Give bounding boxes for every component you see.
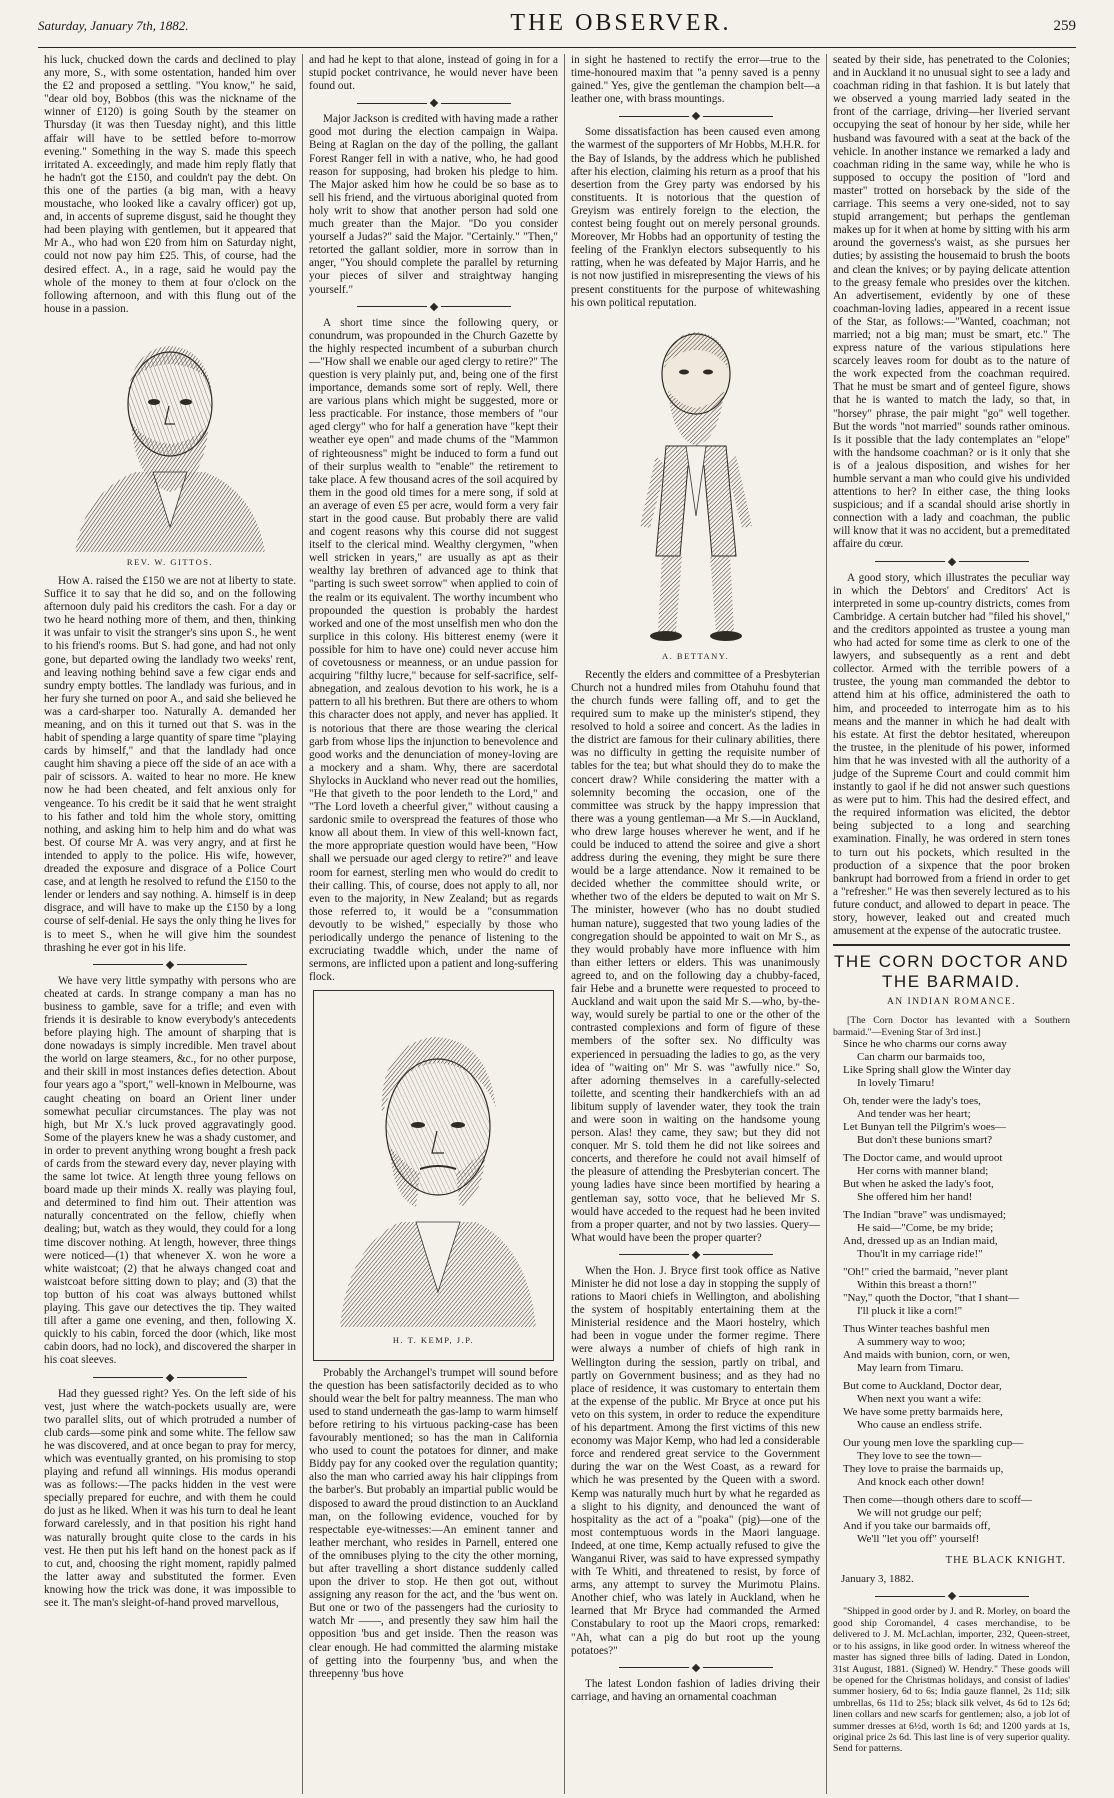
poem-line: Our young men love the sparkling cup— [843, 1437, 1024, 1450]
article-paragraph: A good story, which illustrates the peculiar way in which the Debtors' and Creditors' Act is interpreted in some up-country districts, comes from Cambridge. A certain butcher had "filed his shovel," and the creditors appointed as trustee a young man who had acted for some time as clerk to one of the lawyers, and subsequently as a rent and debt collector. Armed with the terrible powers of a trustee, the young man commanded the debtor to attend him at his office, administered the oath to him, and proceeded to interrogate him as to his means and the manner in which he had dealt with his estate. At first the debtor hesitated, whereupon the trustee, in the plenitude of his power, informed him that he was invested with all the authority of a judge of the Supreme Court and could commit him instantly to gaol if he did not answer such questions as were put to him. This had the desired effect, and the required information was elicited, the debtor being subjected to a long and searching examination. Finally, he was ordered in stern tones to turn out his pockets, which resulted in the production of a sixpence that the poor broken bankrupt had borrowed from a friend in order to get a "refresher." He was then severely lectured as to his future conduct, and allowed to depart in peace. The story, however, leaked out and created much amusement at the expense of the autocratic trustee. [833, 571, 1070, 938]
article-paragraph: Probably the Archangel's trumpet will sound before the question has been satisfactorily decided as to who should wear the belt for paltry meanness. The man who used to stand underneath the gas-lamp to warm himself before retiring to his virtuous packing-case has been favourably mentioned; so has the man in California who used to count the potatoes for dinner, and make Biddy pay for any cooked over the regulation quantity; also the man who carried away his hair clippings from the barber's. But probably an impartial public would be disposed to award the proud distinction to an Auckland man, on the following evidence, vouched for by respectable eye-witnesses:—An eminent tanner and leather merchant, who resides in Parnell, entered one of the omnibuses plying to the city the other morning, but after travelling a short distance suddenly called upon the driver to stop. He then got out, without assigning any reason for the act, and the 'bus went on. But one or two of the passengers had the curiosity to watch Mr ——, and presently they saw him hail the opposition 'bus and get inside. Then the reason was clear enough. He had committed the alarming mistake of getting into the fourpenny 'bus, and when the threepenny 'bus hove [309, 1366, 558, 1680]
poem-line: Her corns with manner bland; [857, 1165, 989, 1178]
poem-line: And knock each other down! [857, 1476, 985, 1489]
poem-line: But don't these bunions smart? [857, 1134, 993, 1147]
poem-line: But come to Auckland, Doctor dear, [843, 1380, 1002, 1393]
standing-man-caricature-icon [596, 316, 796, 646]
poem-line: We will not grudge our pelf; [857, 1507, 982, 1520]
poem-line: When next you want a wife: [857, 1393, 982, 1406]
poem-line: Since he who charms our corns away [843, 1038, 1007, 1051]
article-paragraph: in sight he hastened to rectify the error—true to the time-honoured maxim that "a penny saved is a penny gained." Yes, give the gentleman the champion belt—a leather one, with brass mountings. [571, 54, 820, 106]
poem-line: They love to praise the barmaids up, [843, 1463, 1004, 1476]
poem-line: Within this breast a thorn!" [857, 1279, 977, 1292]
advertisement-text: "Shipped in good order by J. and R. Morley, on board the good ship Coromandel, 4 cases merchandise, to be delivered to J. M. McLachlan, importer, 232, Queen-street, or to his assigns, in like good order. In witness whereof the master has signed three bills of lading. Dated in London, 31st August, 1881. (Signed) W. Hendry." These goods will be opened for the Christmas holidays, and consist of ladies' summer hosiery, 6d to 6s; India gauze flannel, 2s 11d; silk umbrellas, 6s 11d to 25s; black silk velvet, 4s 6d to 12s 6d; linen collars and new scarfs for gentlemen; also, a job lot of summer dresses at 6½d, worth 1s 6d; and 1200 yards at 1s, original price 2s 6d. This last line is of very superior quality. Send for patterns. [833, 1606, 1070, 1755]
section-divider [571, 1665, 820, 1671]
column-4 [826, 54, 1076, 1794]
poem-line: Like Spring shall glow the Winter day [843, 1064, 1011, 1077]
poem-line: Thou'lt in my carriage ride!" [857, 1248, 983, 1261]
column-2 [302, 54, 564, 1794]
poem-line: The Doctor came, and would uproot [843, 1152, 1003, 1165]
article-paragraph: We have very little sympathy with persons who are cheated at cards. In strange company a man has no business to gamble, save for a trifle; and even with friends it is desirable to know everybody's antecedents before playing high. The amount of sharping that is done nowadays is simply incredible. Men travel about the world on large steamers, &c., for no other purpose, and their skill in most instances defies detection. About four years ago a "sport," well-known in Melbourne, was caught cheating on board an Orient liner under somewhat peculiar circumstances. The play was not high, but Mr X.'s luck proved aggravatingly good. Some of the players knew he was a shady customer, and in order to prevent anything wrong bought a fresh pack of cards from the steward every day, never playing with the same lot twice. At length three young fellows on board made up their minds X. really was playing foul, and determined to find him out. Their attention was naturally concentrated on the fellow, chiefly when dealing; but, watch as they would, they could for a long time discover nothing. At length, however, three things were noticed—(1) that whenever X. won he wore a white waistcoat; (2) that he always changed coat and waistcoat before sitting down to play; and (3) that the top button of his coat was always buttoned whilst playing. This gave our detectives the tip. They waited till after a game one evening, and then, following X. quickly to his cabin, forced the door (which, like most cabin doors, had no lock), and discovered the sharper in his coat sleeves. [44, 974, 296, 1367]
bearded-man-portrait-icon [65, 322, 275, 552]
poem-line: The Indian "brave" was undismayed; [843, 1209, 1006, 1222]
poem-note: [The Corn Doctor has levanted with a Southern barmaid."—Evening Star of 3rd inst.] [833, 1015, 1070, 1038]
masthead [38, 10, 1076, 48]
portrait-caption: REV. W. GITTOS. [126, 556, 214, 567]
article-paragraph: Had they guessed right? Yes. On the left side of his vest, just where the watch-pockets usually are, were two parallel slits, out of which protruded a number of club cards—some pink and some white. The fellow saw he was discovered, and at once began to pray for mercy, which was eventually granted, on his promising to stop playing and refund all winnings. His modus operandi was as follows:—The packs hidden in the vest were specially prepared for euchre, and with them he could do just as he liked. When it was his turn to deal he leant forward carelessly, and in that position his right hand was naturally brought quite close to the cards in his vest. He then put his left hand on the honest pack as if to cut, and, choosing the right moment, rapidly palmed the latter away and substituted the former. Even knowing how the trick was done, it was impossible to see it. The man's sleight-of-hand proved marvellous, [44, 1387, 296, 1609]
poem-verse [833, 1038, 1070, 1546]
article-paragraph: When the Hon. J. Bryce first took office as Native Minister he did not lose a day in stopping the supply of rations to Maori chiefs in Wellington, and abolishing the system of hospitably entertaining them at the Ministerial residence and the Maori hostelry, which had been in vogue under the former regime. There were always a number of chiefs of high rank in Wellington during the session, partly on tribal, and partly on Government business; and as they had no place of residence, it was customary to entertain them at the expense of the public. Mr Bryce at once put his veto on this system, in order to reduce the expenditure of his department. Among the first victims of this new economy was Major Kemp, who had led a considerable force and rendered great service to the Government during the war on the West Coast, as a reward for which he was presented by the Queen with a sword. Kemp was naturally much hurt by what he regarded as a slight to his dignity, and denounced the want of hospitality as the act of a "poaka" (pig)—one of the most contemptuous words in the Maori language. Indeed, at one time, Kemp actually refused to give the Wanganui River, was said to have expressed sympathy with Te Whiti, and threatened to resist, by force of arms, any attempt to survey the Murimotu Plains. Another chief, who was lately in Auckland, when he learned that Mr Bryce had commanded the Armed Constabulary to root up the Maori crops, remarked: "Ah, what can a pig do but root up the young potatoes?" [571, 1264, 820, 1657]
man-portrait-icon [320, 997, 556, 1327]
poem-line: Who cause an endless strife. [857, 1419, 982, 1432]
section-divider [833, 559, 1070, 565]
poem-line: We'll "let you off" yourself! [857, 1533, 980, 1546]
poem-line: And tender was her heart; [857, 1108, 971, 1121]
poem-line: May learn from Timaru. [857, 1362, 964, 1375]
column-3 [564, 54, 826, 1794]
portrait-engraving-kemp [313, 990, 554, 1360]
poem-line: And if you take our barmaids off, [843, 1520, 991, 1533]
article-paragraph: and had he kept to that alone, instead of going in for a stupid pocket contrivance, he would never have been found out. [309, 54, 558, 93]
portrait-engraving-gittos [44, 322, 296, 552]
poem-subheadline: AN INDIAN ROMANCE. [886, 997, 1017, 1008]
poem-line: Oh, tender were the lady's toes, [843, 1095, 981, 1108]
section-divider [309, 304, 558, 310]
section-divider [44, 962, 296, 968]
poem-line: We have some pretty barmaids here, [843, 1406, 1003, 1419]
poem-headline: THE CORN DOCTOR AND THE BARMAID. [833, 944, 1070, 992]
section-divider [309, 100, 558, 106]
poem-line: In lovely Timaru! [857, 1077, 935, 1090]
poem-line: Thus Winter teaches bashful men [843, 1323, 990, 1336]
article-paragraph: The latest London fashion of ladies driving their carriage, and having an ornamental coachman [571, 1677, 820, 1703]
poem-line: "Oh!" cried the barmaid, "never plant [843, 1266, 1008, 1279]
poem-line: Then come—though others dare to scoff— [843, 1494, 1032, 1507]
article-paragraph: seated by their side, has penetrated to the Colonies; and in Auckland it no unusual sight to see a lady and coachman riding in that fashion. It is but lately that we observed a young married lady seated in the front of the carriage, driving—her liveried servant occupying the seat of honour by her side, while her husband was favoured with a seat at the back of the vehicle. In another instance we remarked a lady and coachman riding in the same way, while he who is supposed to occupy the position of "lord and master" trotted on horseback by the side of the carriage. This seems a very one-sided, not to say stupid arrangement; but perhaps the gentleman makes up for it when at home by sitting with his arm around the governess's waist, as she pursues her duties; by assisting the housemaid to brush the boots and clean the knives; or by paying delicate attention to the greasy female who presides over the kitchen. An advertisement, evidently by one of these coachman-loving ladies, appeared in a recent issue of the Star, as follows:—"Wanted, coachman; not married; not a big man; must be smart, etc." The express nature of the various stipulations here scarcely leaves room for doubt as to the nature of the work expected from the coachman required. That he must be smart and of genteel figure, shows that he is wanted to match the lady, so that, in "horsey" phrase, the pair might "go" well together. But the words "not married" sounds rather ominous. Is it possible that the lady contemplates an "elope" with the handsome coachman? or is it only that she is of a jealous disposition, and wishes for her humble servant a man who could give his undivided attentions to her? In either case, the thing looks suspicious; and if a scandal should arise shortly in connection with a lady and coachman, the public will know that it was no accident, but a premeditated affaire du cœur. [833, 54, 1070, 551]
advertisement [833, 1606, 1070, 1754]
section-divider [44, 1375, 296, 1381]
article-paragraph: Major Jackson is credited with having made a rather good mot during the election campaign in Waipa. Being at Raglan on the day of the polling, the gallant Forest Ranger fell in with a native, who, he had good reason for supposing, had broken his pledge to him. The Major asked him how he could be so base as to sell his friend, and the virtuous aboriginal quoted from holy writ to show that another person had sold one much greater than the Major. "Do you consider yourself a Judas?" said the Major. "Certainly." "Then," retorted the gallant soldier, more in sorrow than in anger, "You should complete the parallel by returning your pieces of silver and straightway hanging yourself." [309, 113, 558, 296]
article-paragraph: Some dissatisfaction has been caused even among the warmest of the supporters of Mr Hobbs, M.H.R. for the Bay of Islands, by the address which he published after his election, claiming his return as a proof that his desertion from the Grey party was endorsed by his constituents. It is notorious that the question of Greyism was entirely foreign to the election, the contest being fought out on merely personal grounds. Moreover, Mr Hobbs had an opportunity of testing the feeling of the Franklyn electors subsequently to his ratting, when he was defeated by Major Harris, and he is not now justified in misrepresenting the views of his present constituents for the purpose of whitewashing his own political reputation. [571, 126, 820, 309]
column-1 [38, 54, 302, 1794]
article-paragraph: Recently the elders and committee of a Presbyterian Church not a hundred miles from Otahuhu found that the church funds were falling off, and to get the required sum to make up the minister's stipend, they resolved to hold a soiree and concert. As the ladies in the district are famous for their culinary abilities, there was no difficulty in getting the requisite number of tables for the tea; but what should they do to make the concert draw? While considering the matter with a solemnity becoming the occasion, one of the committee was struck by the happy impression that there was a young gentleman—a Mr S.—in Auckland, who drew large houses wherever he went, and if he could be induced to attend the soiree and give a short address during the evening, they might be sure there would be a large attendance. Now it remained to be decided whether the committee should write, or whether two of the elders be deputed to wait on Mr S. The minister, however (who has no doubt studied human nature), suggested that two young ladies of the congregation should be appointed to wait on Mr S., as they would probably have more influence with him than either letters or elders. This was unanimously agreed to, and on the following day a chubby-faced, fair Hebe and a brunette were requested to proceed to Auckland and wait upon the said Mr S.—who, by-the-way, would surely be partial to one or the other of the contrasted complexions and form of figure of these members of the softer sex. No difficulty was experienced in persuading the ladies to go, as the very idea of "waiting on" Mr S. was "awfully nice." So, after adorning themselves in a carefully-selected toilette, and scenting their handkerchiefs with an ad libitum supply of lavender water, they took the train and were soon in waiting on the handsome young person. Alas! they came, they saw; but they did not conquer. Mr S. told them he did not like soirees and concerts, and therefore he could not avail himself of the pleasure of attending the Presbyterian concert. The young ladies have since been mortified by hearing a gentleman say, sotto voce, that he believed Mr S. would have acceded to the request had he been invited from a proper quarter, and not by two lassies. Query—What would have been the proper quarter? [571, 668, 820, 1244]
section-divider [833, 1593, 1070, 1599]
poem-line: A summery way to woo; [857, 1336, 966, 1349]
portrait-caption: H. T. KEMP, J.P. [392, 1335, 475, 1346]
poem-line: I'll pluck it like a corn!" [857, 1305, 963, 1318]
article-paragraph: his luck, chucked down the cards and declined to play any more, S., with some ostentation, handed him over the £2 and proposed a settling. "You know," he said, "dear old boy, Bobbos (this was the nickname of the winner of £120) is going South by the steamer on Thursday (it was then Tuesday night), and this little affair will have to be settled before to-morrow evening." Something in the way S. made this speech irritated A. exceedingly, and made him reply flatly that he hadn't got the £150, and couldn't pay the debt. On this one of the parties (a big man, with a heavy moustache, who looked like a cavalry officer) got up, and, in accents of supreme disgust, said he thought they had been playing with gentlemen, but it appeared that Mr A., who had won £20 from him on Saturday night, could not now pay him £25. This, of course, had the desired effect. A., in a rage, said he would pay the whole of the money to them at four o'clock on the following afternoon, and with this flung out of the house in a passion. [44, 54, 296, 315]
section-divider [571, 1252, 820, 1258]
poem-line: They love to see the town— [857, 1450, 982, 1463]
poem-line: He said—"Come, be my bride; [857, 1222, 994, 1235]
newspaper-title: THE OBSERVER. [510, 10, 732, 36]
poem-line: "Nay," quoth the Doctor, "that I shant— [843, 1292, 1020, 1305]
poem-line: And, dressed up as an Indian maid, [843, 1235, 998, 1248]
issue-date: Saturday, January 7th, 1882. [38, 18, 189, 33]
section-divider [571, 113, 820, 119]
columns [38, 54, 1076, 1794]
poem-line: But when he asked the lady's foot, [843, 1178, 994, 1191]
poem-line: She offered him her hand! [857, 1191, 973, 1204]
poem-line: Can charm our barmaids too, [857, 1051, 985, 1064]
article-paragraph: How A. raised the £150 we are not at liberty to state. Suffice it to say that he did so, and on the following afternoon duly paid his creditors the cash. For a day or two he heard nothing more of them, and then, thinking it was unfair to visit the stranger's sins upon S., he went to his friend's rooms. But S. had gone, and had not only gone, but departed owing the landlady two weeks' rent, and leaving nothing behind save a few cigar ends and sundry empty bottles. The landlady was furious, and in her fury she turned on poor A., and said she believed he was a card-sharper too. Naturally A. demanded her meaning, and on this it turned out that S. was in the habit of spending a large quantity of spare time "playing cards by himself," and that the landlady had once caught him shaving a piece off the side of an ace with a pair of scissors. A. waited to hear no more. He knew now he had been cheated, and felt anxious only for vengeance. To his credit be it said that he went straight to his father and told him the whole story, omitting nothing, and asking him to help him and do what was best. Of course Mr A. was very angry, and at first he intended to apply to the police. His wife, however, dreaded the exposure and disgrace of a Police Court case, and at length he resolved to refund the £150 to the lender or lenders and say nothing. A. himself is in deep disgrace, and will have to make up the £150 by a long course of self-denial. He says the only thing he lives for is to meet S., when he will give him the soundest thrashing he ever got in his life. [44, 574, 296, 954]
article-paragraph: A short time since the following query, or conundrum, was propounded in the Church Gazette by the highly respected incumbent of a suburban church—"How shall we enable our aged clergy to retire?" The question is very plainly put, and, being one of the first importance, demands some sort of reply. Well, there are various plans which might be suggested, more or less practicable. For instance, those members of "our aged clergy" who for half a generation have "kept their weather eye open" and made chums of the "Mammon of righteousness" might be induced to form a fund out of their surplus wealth to "enable" the retirement to take place. A few thousand acres of the soil acquired by them in the good old times for a mere song, if sold at an average of even £5 per acre, would form a very fair start in the good cause. But probably there are valid and cogent reasons why this course did not suggest itself to the clerical mind. Wealthy clergymen, "when well stricken in years," are usually as apt as their wealthy lay brethren of advanced age to think that "parting is such sweet sorrow" when applied to coin of the realm or its equivalent. The worthy incumbent who propounded the question is probably the hardest worked and one of the most unselfish men who don the surplice in this colony. His bitterest enemy (were it possible for him to have one) could never accuse him of covetousness or meanness, or an undue passion for acquiring "filthy lucre," because for self-sacrifice, self-abnegation, and zealous devotion to his work, he is a pattern to all his brethren. But there are others to whom this character does not apply, and never has applied. It is notorious that there are those wearing the clerical garb from whose lips the injunction to benevolence and good works and the denunciation of money-loving are a mockery and a sham. Why, there are sacerdotal Shylocks in Auckland who never read out the homilies, "He that giveth to the poor lendeth to the Lord," and "The Lord loveth a cheerful giver," without causing a sardonic smile to overspread the features of those who know all about them. In view of this well-known fact, the more appropriate question would have been, "How shall we persuade our aged clergy to retire?" and leave room for earnest, sterling men who would do credit to their calling. This, of course, does not apply to all, nor even to the majority, in New Zealand; but as regards those referred to, it would be a "consummation devoutly to be wished," especially by those who periodically undergo the penance of listening to the excruciating twaddle which, under the name of sermons, are inflicted upon a patient and long-suffering flock. [309, 316, 558, 984]
caricature-bettany [571, 316, 820, 646]
page-number: 259 [1053, 18, 1076, 34]
portrait-caption: A. BETTANY. [662, 650, 729, 661]
poem-dateline: January 3, 1882. [841, 1573, 914, 1586]
poem-line: Let Bunyan tell the Pilgrim's woes— [843, 1121, 1006, 1134]
poem-line: And maids with bunion, corn, or wen, [843, 1349, 1011, 1362]
poem-signature: THE BLACK KNIGHT. [945, 1555, 1066, 1567]
